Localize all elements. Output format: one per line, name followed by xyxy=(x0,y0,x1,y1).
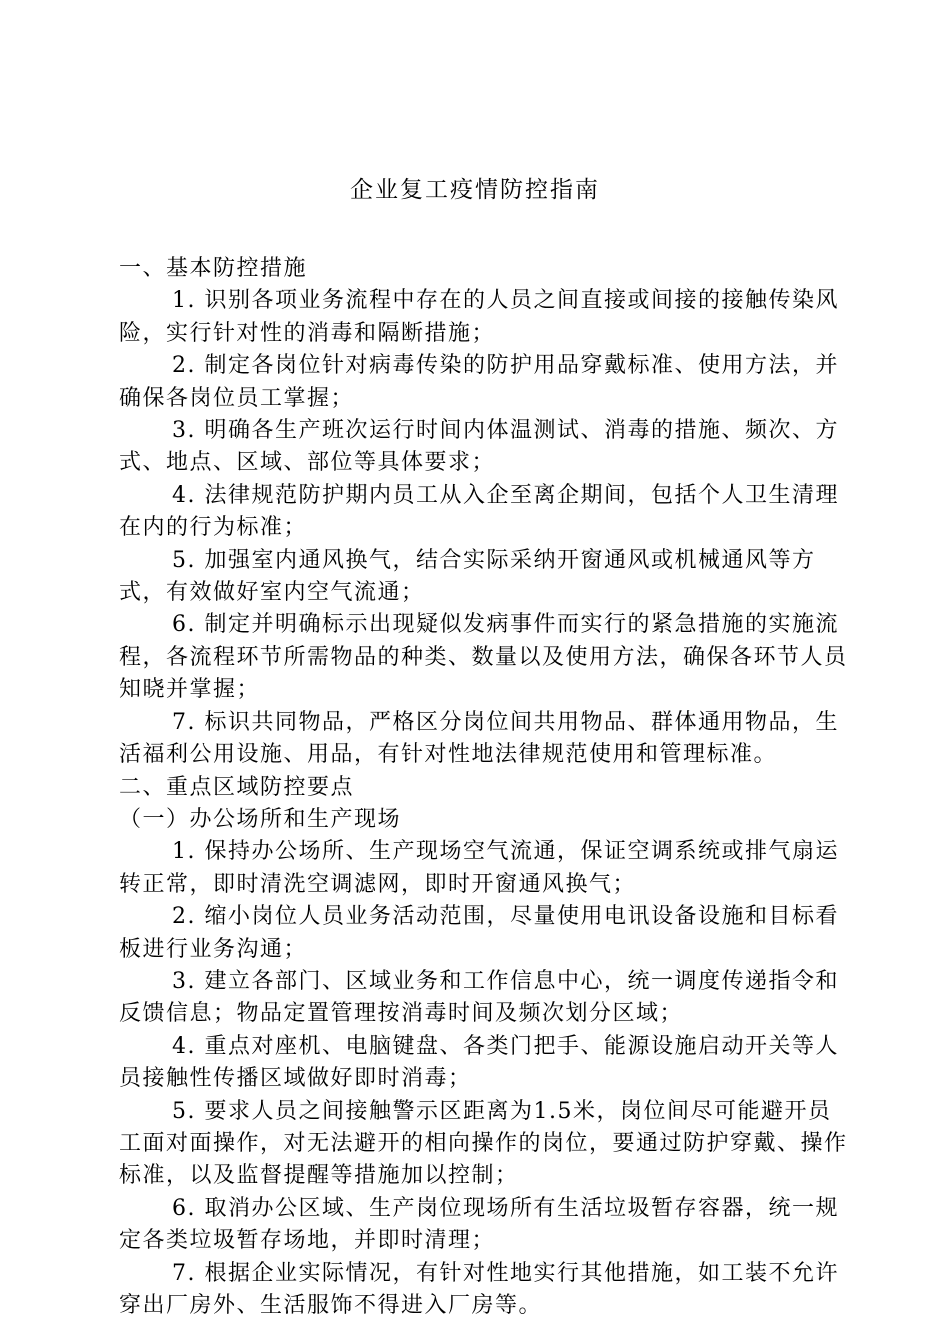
paragraph-basic-2: 2. 制定各岗位针对病毒传染的防护用品穿戴标准、使用方法，并确保各岗位员工掌握； xyxy=(119,353,839,411)
document-title: 企业复工疫情防控指南 xyxy=(350,177,600,203)
paragraph-basic-1: 1. 识别各项业务流程中存在的人员之间直接或间接的接触传染风险，实行针对性的消毒和隔断措施； xyxy=(119,288,839,346)
paragraph-office-1: 1. 保持办公场所、生产现场空气流通，保证空调系统或排气扇运转正常，即时清洗空调滤网，即时开窗通风换气； xyxy=(119,839,839,897)
section-heading-basic-measures: 一、基本防控措施 xyxy=(119,256,308,281)
section-heading-key-areas: 二、重点区域防控要点 xyxy=(119,774,355,800)
paragraph-office-3: 3. 建立各部门、区域业务和工作信息中心，统一调度传递指令和反馈信息；物品定置管理按消毒时间及频次划分区域； xyxy=(119,968,839,1027)
paragraph-office-4: 4. 重点对座机、电脑键盘、各类门把手、能源设施启动开关等人员接触性传播区域做好即时消毒； xyxy=(119,1033,839,1092)
paragraph-basic-7: 7. 标识共同物品，严格区分岗位间共用物品、群体通用物品，生活福利公用设施、用品，有针对性地法律规范使用和管理标准。 xyxy=(119,709,839,768)
paragraph-basic-4: 4. 法律规范防护期内员工从入企至离企期间，包括个人卫生清理在内的行为标准； xyxy=(119,482,839,541)
paragraph-basic-5: 5. 加强室内通风换气，结合实际采纳开窗通风或机械通风等方式，有效做好室内空气流通； xyxy=(119,547,816,606)
paragraph-office-7: 7. 根据企业实际情况，有针对性地实行其他措施，如工装不允许穿出厂房外、生活服饰不得进入厂房等。 xyxy=(119,1260,839,1318)
document-body xyxy=(119,253,854,1322)
subsection-heading-office-production: （一）办公场所和生产现场 xyxy=(119,806,402,832)
paragraph-office-5: 5. 要求人员之间接触警示区距离为1.5米，岗位间尽可能避开员工面对面操作，对无法避开的相向操作的岗位，要通过防护穿戴、操作标准，以及监督提醒等措施加以控制； xyxy=(119,1098,848,1189)
paragraph-office-2: 2. 缩小岗位人员业务活动范围，尽量使用电讯设备设施和目标看板进行业务沟通； xyxy=(119,904,839,962)
paragraph-basic-6: 6. 制定并明确标示出现疑似发病事件而实行的紧急措施的实施流程，各流程环节所需物品的种类、数量以及使用方法，确保各环节人员知晓并掌握； xyxy=(119,612,848,703)
paragraph-office-6: 6. 取消办公区域、生产岗位现场所有生活垃圾暂存容器，统一规定各类垃圾暂存场地，并即时清理； xyxy=(119,1195,839,1254)
paragraph-basic-3: 3. 明确各生产班次运行时间内体温测试、消毒的措施、频次、方式、地点、区域、部位等具体要求； xyxy=(119,418,839,476)
